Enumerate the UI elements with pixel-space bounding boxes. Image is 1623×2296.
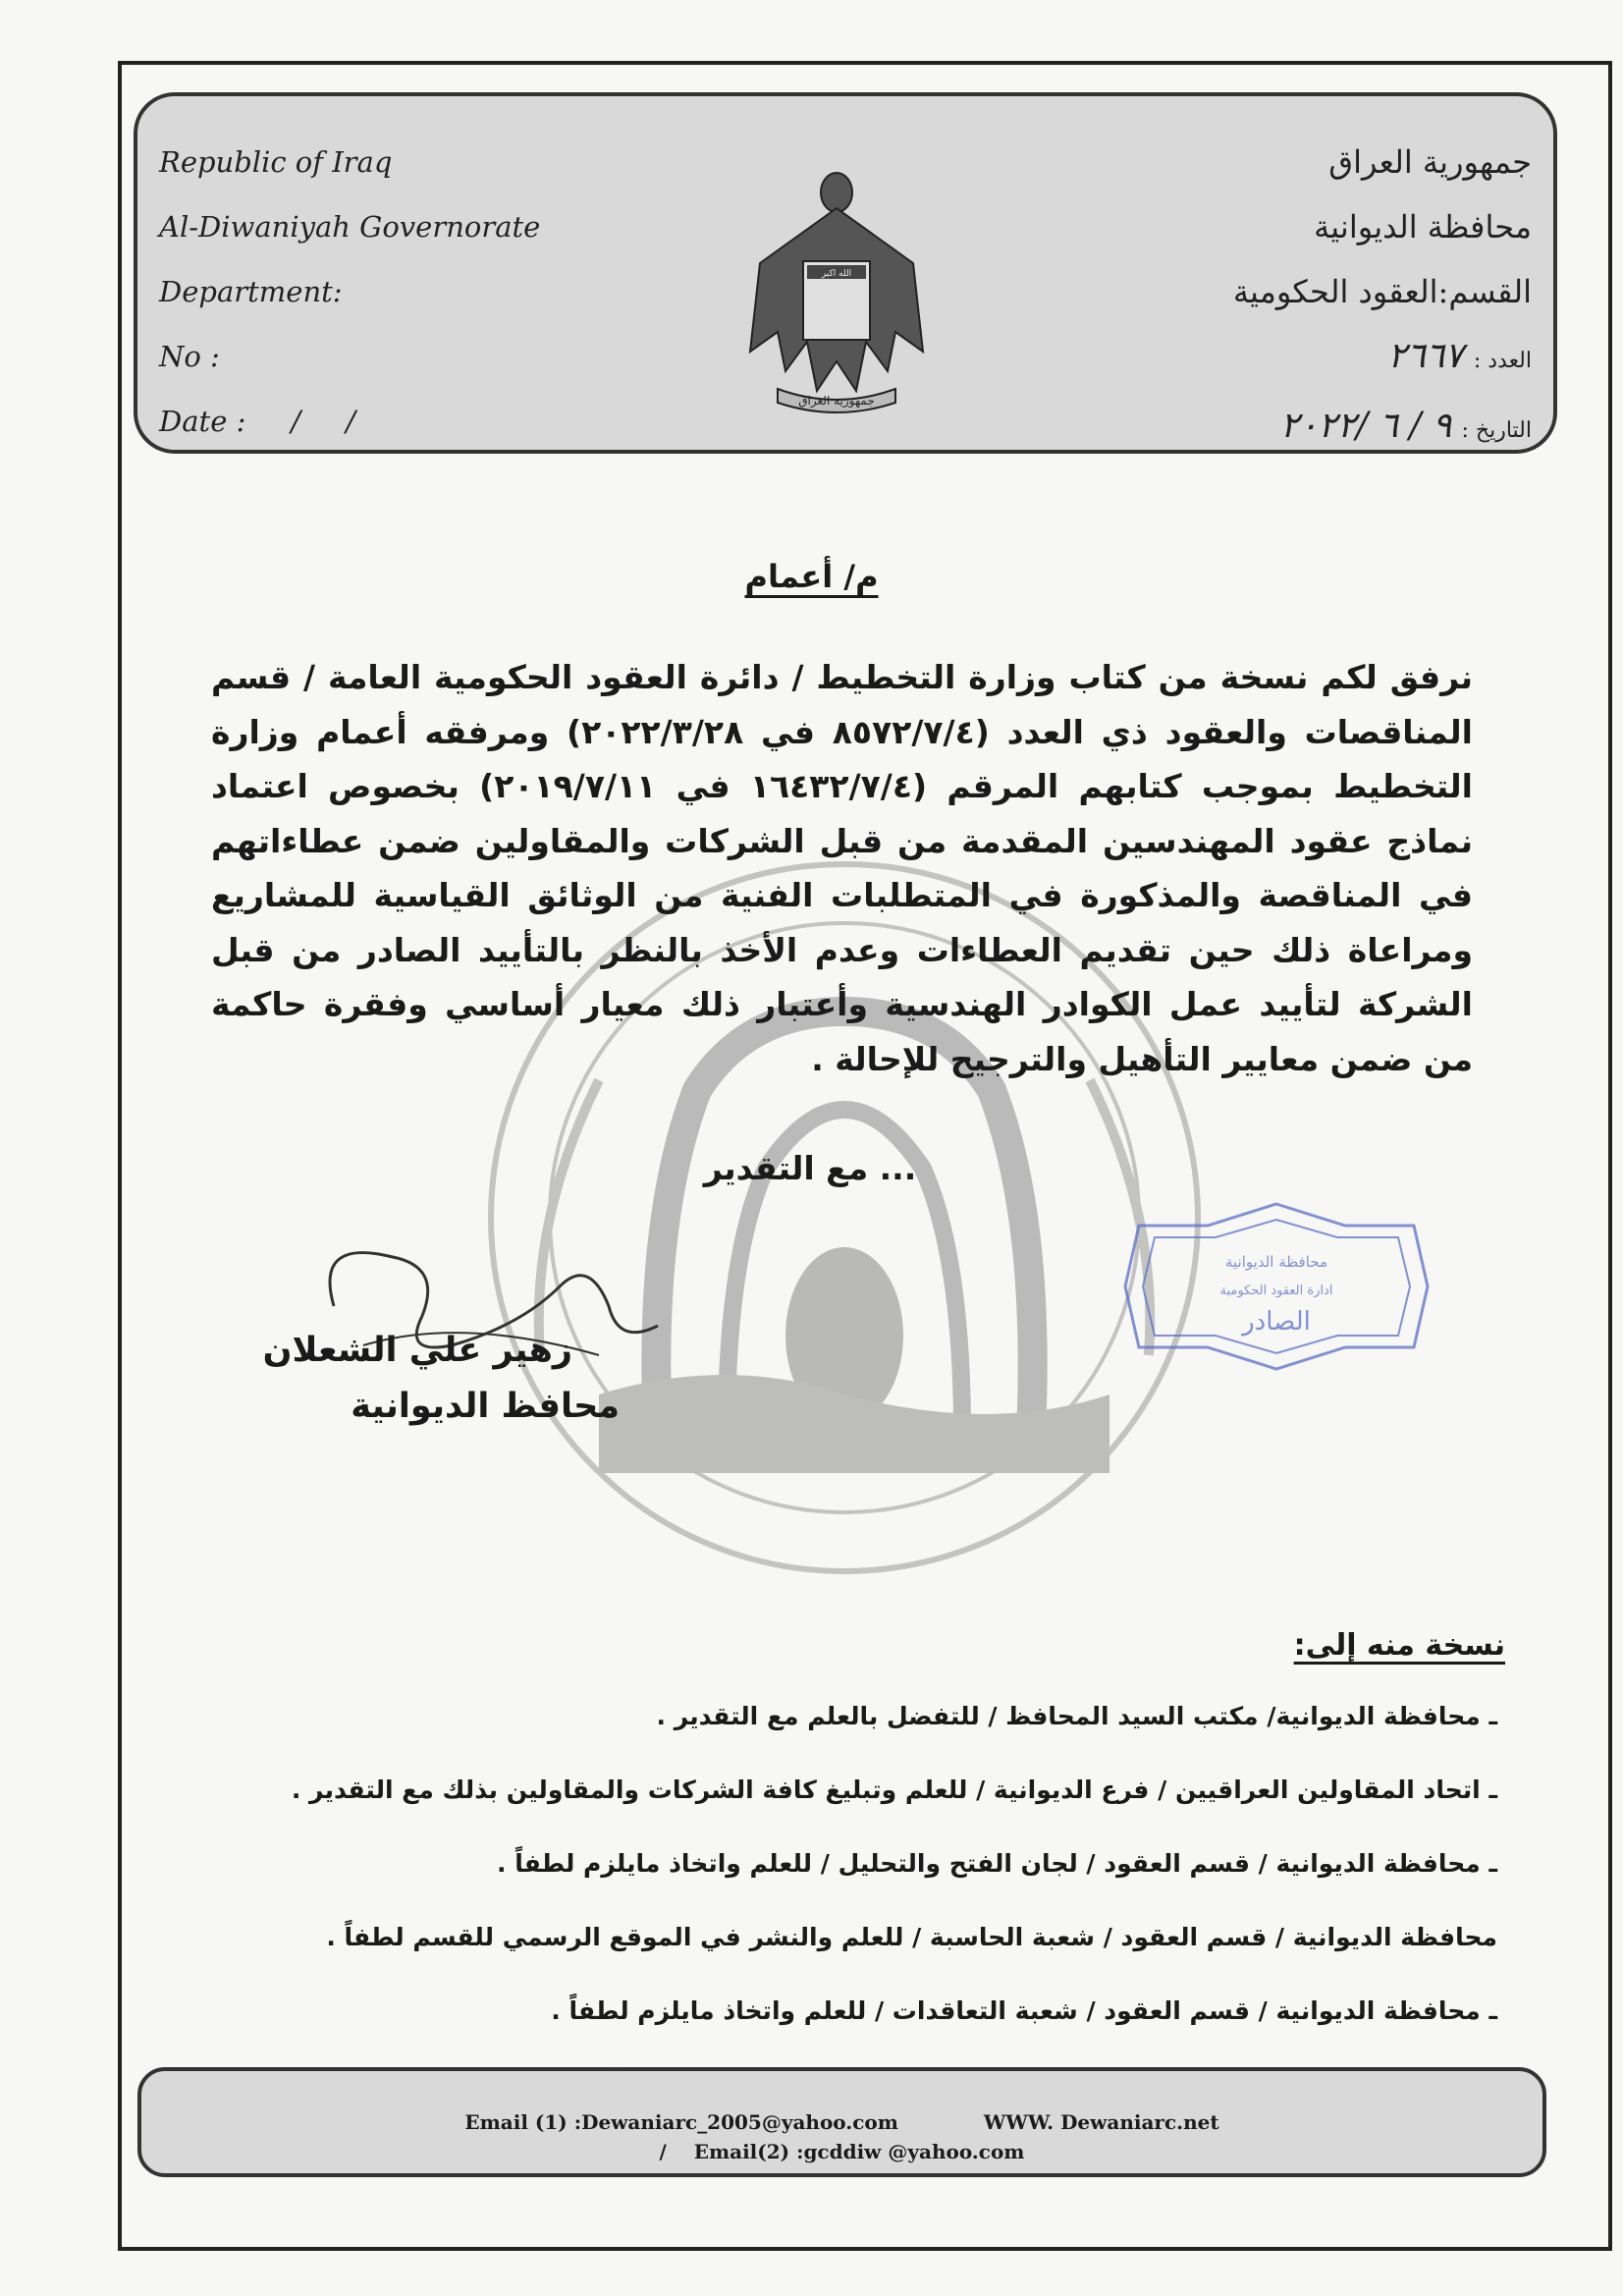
signatory-title: محافظ الديوانية [351,1387,620,1426]
signatory-name: زهير علي الشعلان [262,1331,572,1370]
ar-country: جمهورية العراق [1328,143,1532,181]
cc-heading: نسخة منه إلى: [1293,1628,1505,1663]
letterhead [134,92,1557,454]
letter-closing: ... مع التقدير [703,1149,917,1187]
letter-subject: م/ أعمام [744,558,879,595]
ar-number [1119,324,1532,394]
cc-item: محافظة الديوانية / قسم العقود / شعبة الحاسبة / للعلم والنشر في الموقع الرسمي للقسم لطفاً . [326,1923,1497,1951]
ar-number-value: ٢٦٦٧ [1387,336,1464,376]
cc-list [221,1679,1497,2121]
cc-item: ـ محافظة الديوانية / قسم العقود / شعبة التعاقدات / للعلم واتخاذ مايلزم لطفاً . [551,1996,1497,2025]
letterhead-arabic [1119,130,1532,464]
en-department: Department: [159,275,343,308]
outgoing-stamp [1119,1198,1434,1375]
en-number: No : [159,340,220,373]
en-governorate: Al-Diwaniyah Governorate [159,210,541,244]
emblem-scroll-text: جمهورية العراق [798,394,875,408]
letter-body: نرفق لكم نسخة من كتاب وزارة التخطيط / دائرة العقود الحكومية العامة / قسم المناقصات والعقود ذي العدد (٨٥٧٢/٧/٤ في ٢٠٢٢/٣/٢٨) ومرفقه أعمام وزارة التخطيط بموجب كتابهم المرقم (١٦٤٣٢/٧/٤ في ٢٠١٩/٧/١١) بخصوص اعتماد نماذج عقود المهندسين المقدمة من قبل الشركات والمقاولين ضمن عطاءاتهم في المناقصة والمذكورة في المتطلبات الفنية من الوثائق القياسية للمشاريع ومراعاة ذلك حين تقديم العطاءات وعدم الأخذ بالنظر بالتأييد الصادر من قبل الشركة لتأييد عمل الكوادر الهندسية وأعتبار ذلك معيار أساسي وفقرة حاكمة من ضمن معايير التأهيل والترجيح للإحالة . [211,658,1473,1078]
ar-date-label: التاريخ : [1461,418,1532,443]
ar-date-value: ٩ / ٦ /٢٠٢٢ [1279,406,1452,446]
footer-email-1: Email (1) :Dewaniarc_2005@yahoo.com [464,2110,898,2134]
cc-item: ـ محافظة الديوانية / قسم العقود / لجان الفتح والتحليل / للعلم واتخاذ مايلزم لطفاً . [497,1849,1497,1878]
letterhead-english [159,130,670,454]
cc-item: ـ محافظة الديوانية/ مكتب السيد المحافظ / للتفضل بالعلم مع التقدير . [656,1702,1497,1730]
ar-governorate: محافظة الديوانية [1314,208,1532,246]
iraq-eagle-emblem [738,145,935,420]
ar-number-label: العدد : [1473,349,1532,373]
stamp-line1: محافظة الديوانية [1224,1253,1328,1271]
footer-email-2: / Email(2) :gcddiw @yahoo.com [659,2140,1025,2163]
footer-contact [137,2067,1546,2177]
en-date: Date : / / [159,405,356,438]
cc-item: ـ اتحاد المقاولين العراقيين / فرع الديوانية / للعلم وتبليغ كافة الشركات والمقاولين بذلك مع التقدير . [291,1776,1497,1804]
emblem-shield-text: الله اكبر [821,269,852,279]
footer-website: WWW. Dewaniarc.net [983,2110,1219,2134]
stamp-line3: الصادر [1242,1307,1311,1337]
stamp-line2: ادارة العقود الحكومية [1219,1284,1333,1298]
en-country: Republic of Iraq [159,145,393,179]
ar-date [1119,394,1532,464]
ar-department: القسم:العقود الحكومية [1232,273,1532,310]
